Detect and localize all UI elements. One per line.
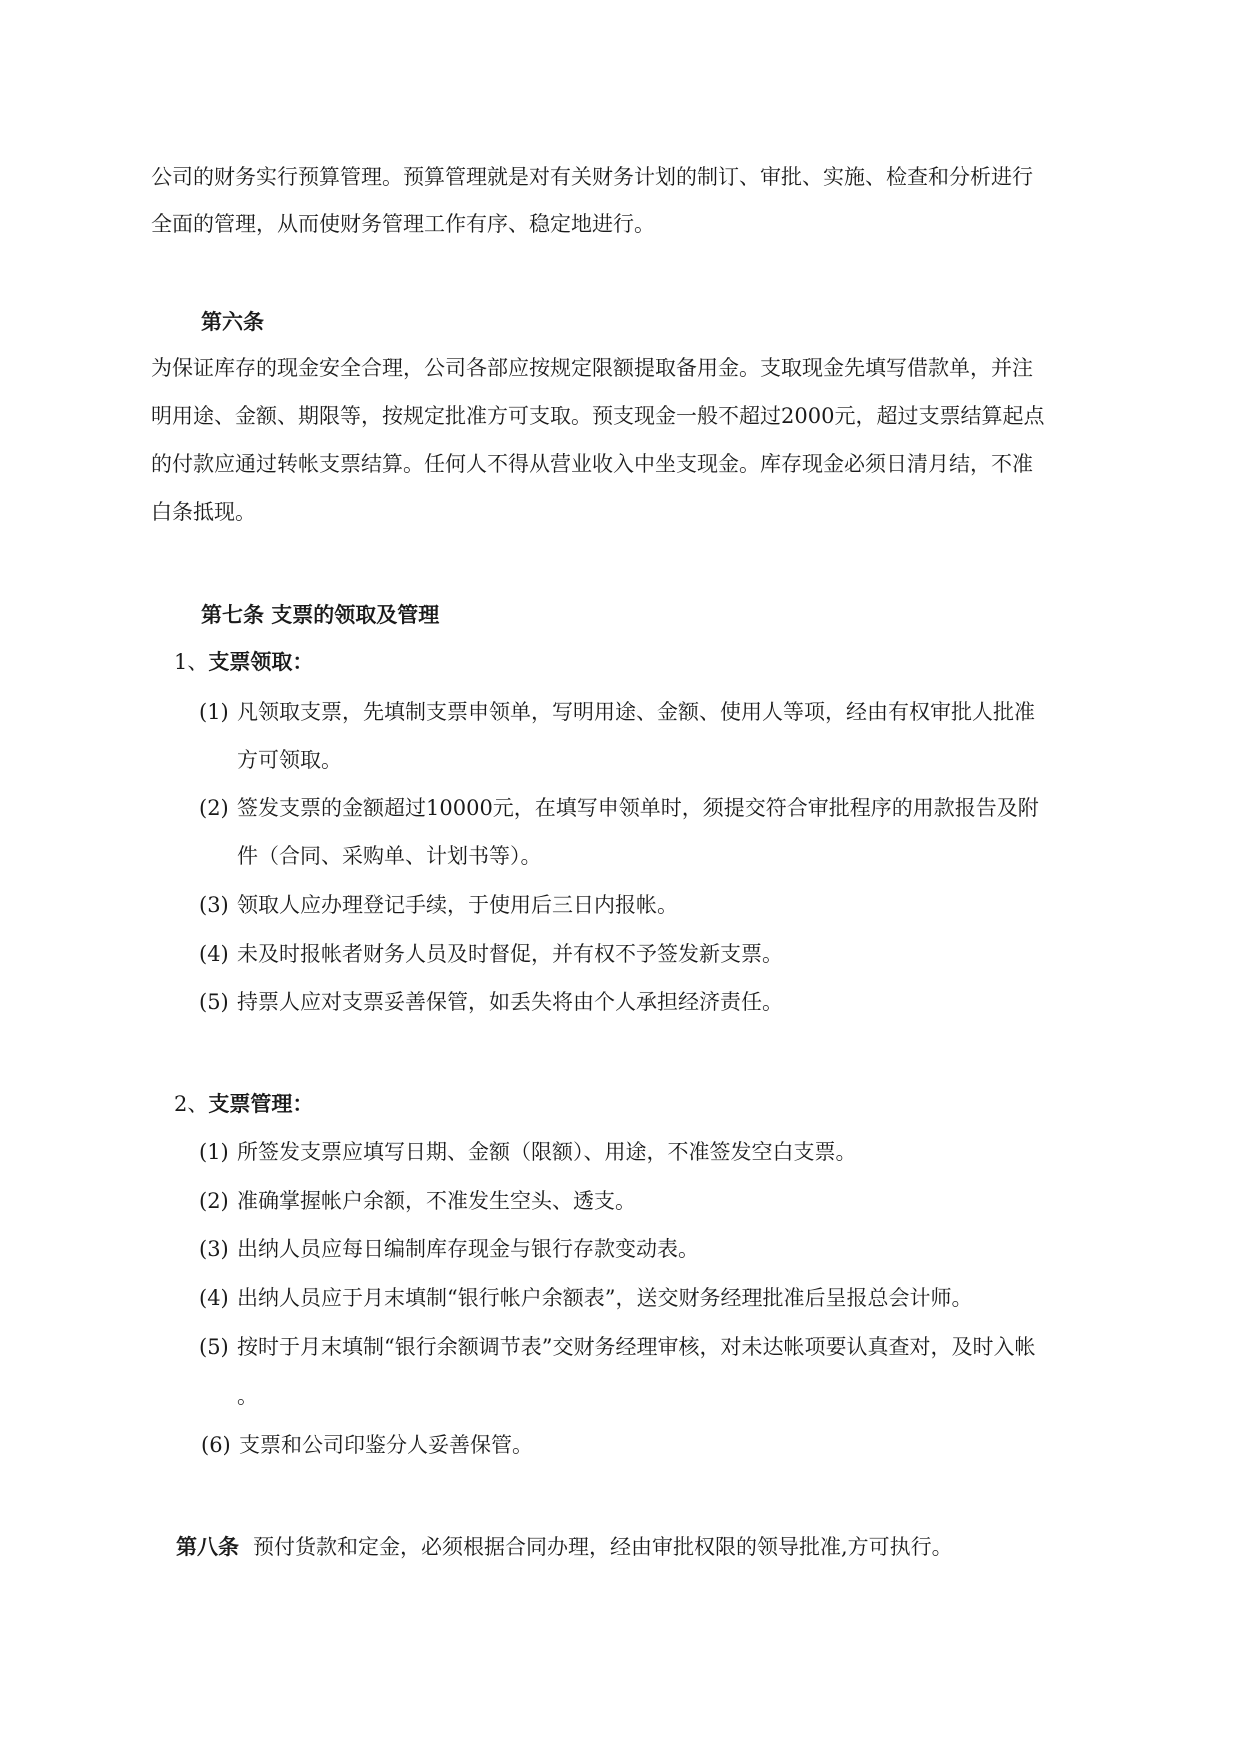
item-text: 签发支票的金额超过10000元，在填写申领单时，须提交符合审批程序的用款报告及附 <box>237 796 1039 820</box>
item-text: 凡领取支票，先填制支票申领单，写明用途、金额、使用人等项，经由有权审批人批准 <box>237 700 1035 724</box>
item-text: 未及时报帐者财务人员及时督促，并有权不予签发新支票。 <box>237 942 783 966</box>
intro-line-2: 全面的管理，从而使财务管理工作有序、稳定地进行。 <box>151 212 655 236</box>
article-6-line: 明用途、金额、期限等，按规定批准方可支取。预支现金一般不超过2000元，超过支票结算起点 <box>151 404 1045 428</box>
list-item <box>199 893 678 917</box>
item-number: (3) <box>199 893 229 917</box>
section-2-number: 2、 <box>174 1092 209 1116</box>
item-number: (6) <box>201 1433 231 1457</box>
item-continuation: 。 <box>237 1384 258 1408</box>
list-item <box>199 796 1039 820</box>
item-continuation: 件（合同、采购单、计划书等）。 <box>237 844 542 868</box>
section-2-heading <box>174 1092 313 1116</box>
article-6-line: 为保证库存的现金安全合理，公司各部应按规定限额提取备用金。支取现金先填写借款单，并注 <box>151 356 1033 380</box>
article-8-text: 预付货款和定金，必须根据合同办理，经由审批权限的领导批准,方可执行。 <box>253 1535 953 1559</box>
item-text: 出纳人员应每日编制库存现金与银行存款变动表。 <box>237 1237 699 1261</box>
item-number: (1) <box>199 1140 229 1164</box>
item-number: (3) <box>199 1237 229 1261</box>
section-2-title: 支票管理： <box>208 1092 314 1116</box>
item-number: (2) <box>199 1189 229 1213</box>
section-1-title: 支票领取： <box>208 650 314 674</box>
section-1-heading <box>174 650 313 674</box>
item-text: 持票人应对支票妥善保管，如丢失将由个人承担经济责任。 <box>237 990 783 1014</box>
item-text: 出纳人员应于月末填制“银行帐户余额表”，送交财务经理批准后呈报总会计师。 <box>237 1286 973 1310</box>
list-item <box>199 990 783 1014</box>
item-number: (2) <box>199 796 229 820</box>
article-6-line: 白条抵现。 <box>151 500 256 524</box>
item-number: (5) <box>199 990 229 1014</box>
section-1-number: 1、 <box>174 650 209 674</box>
list-item <box>199 1286 972 1310</box>
list-item <box>199 1189 636 1213</box>
item-number: (4) <box>199 1286 229 1310</box>
article-8-heading: 第八条 <box>176 1535 239 1559</box>
item-continuation: 方可领取。 <box>237 748 342 772</box>
article-6-heading: 第六条 <box>201 310 264 334</box>
article-6-line: 的付款应通过转帐支票结算。任何人不得从营业收入中坐支现金。库存现金必须日清月结，不准 <box>151 452 1033 476</box>
item-number: (4) <box>199 942 229 966</box>
intro-line-1: 公司的财务实行预算管理。预算管理就是对有关财务计划的制订、审批、实施、检查和分析进行 <box>151 165 1033 189</box>
article-7-heading: 第七条 支票的领取及管理 <box>201 603 440 627</box>
article-8 <box>176 1535 953 1559</box>
item-text: 领取人应办理登记手续，于使用后三日内报帐。 <box>237 893 678 917</box>
item-text: 所签发支票应填写日期、金额（限额）、用途，不准签发空白支票。 <box>237 1140 857 1164</box>
list-item <box>199 700 1035 724</box>
item-text: 支票和公司印鉴分人妥善保管。 <box>239 1433 533 1457</box>
item-text: 按时于月末填制“银行余额调节表”交财务经理审核，对未达帐项要认真查对，及时入帐 <box>237 1335 1036 1359</box>
list-item <box>199 1335 1035 1359</box>
list-item <box>199 942 783 966</box>
list-item <box>201 1433 533 1457</box>
item-text: 准确掌握帐户余额，不准发生空头、透支。 <box>237 1189 636 1213</box>
item-number: (5) <box>199 1335 229 1359</box>
list-item <box>199 1237 699 1261</box>
item-number: (1) <box>199 700 229 724</box>
list-item <box>199 1140 857 1164</box>
